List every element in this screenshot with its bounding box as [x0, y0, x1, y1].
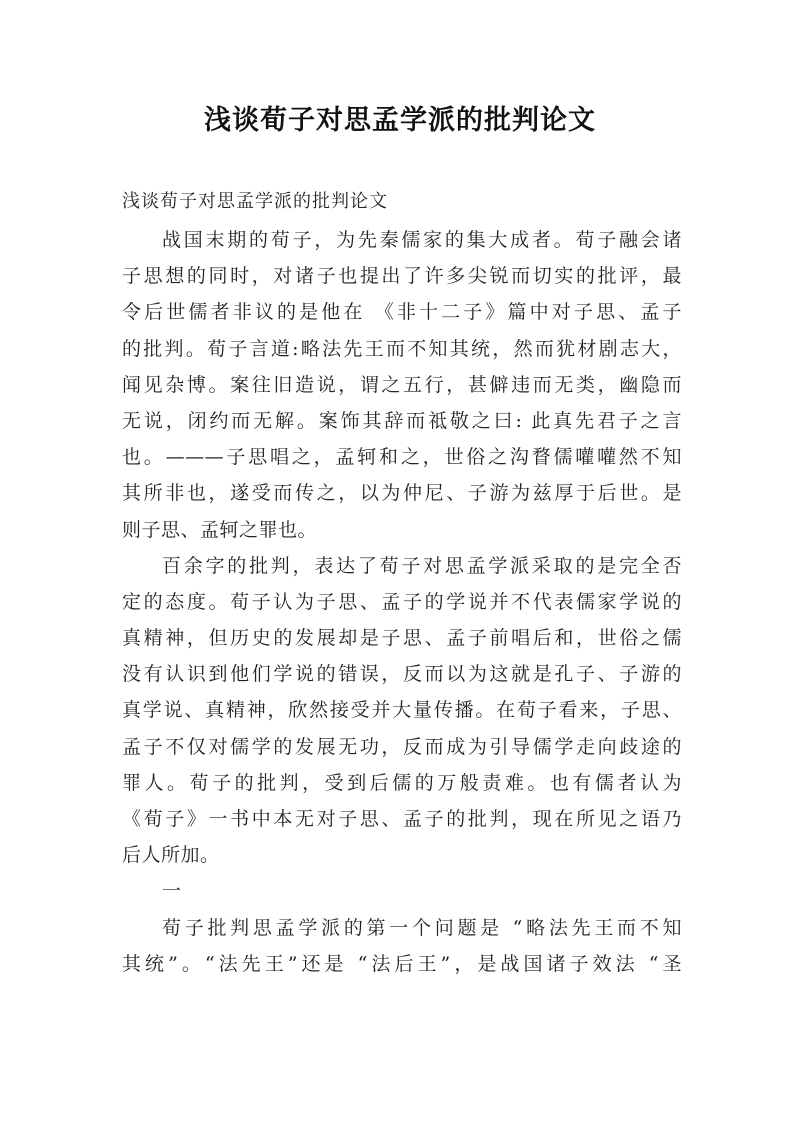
text-line: 《荀子》一书中本无对子思、孟子的批判，现在所见之语乃 [122, 808, 682, 830]
text-line: 的批判。荀子言道:略法先王而不知其统，然而犹材剧志大， [122, 337, 682, 360]
text-line: 战国末期的荀子，为先秦儒家的集大成者。荀子融会诸 [162, 229, 682, 251]
text-line: 孟子不仅对儒学的发展无功，反而成为引导儒学走向歧途的 [122, 735, 682, 758]
text-line: 也。———子思唱之，孟轲和之，世俗之沟瞀儒嚾嚾然不知 [122, 446, 682, 469]
document-body [122, 222, 682, 982]
text-line: 没有认识到他们学说的错误，反而以为这就是孔子、子游的 [122, 663, 682, 686]
text-line: 其统”。“法先王”还是 “法后王”，是战国诸子效法 “圣 [122, 952, 682, 975]
text-line: 则子思、孟轲之罪也。 [122, 518, 318, 541]
text-line: 令后世儒者非议的是他在 《非十二子》篇中对子思、孟子 [122, 301, 682, 324]
text-line: 定的态度。荀子认为子思、孟子的学说并不代表儒家学说的 [122, 590, 682, 613]
text-line: 罪人。荀子的批判，受到后儒的万般责难。也有儒者认为 [122, 771, 682, 794]
document-subtitle: 浅谈荀子对思孟学派的批判论文 [122, 191, 388, 212]
text-line: 无说，闭约而无解。案饰其辞而祗敬之曰: 此真先君子之言 [122, 409, 682, 432]
text-line: 一 [162, 880, 182, 903]
text-line: 后人所加。 [122, 844, 220, 867]
text-line: 闻见杂博。案往旧造说，谓之五行，甚僻违而无类，幽隐而 [122, 373, 682, 396]
text-line: 其所非也，遂受而传之，以为仲尼、子游为兹厚于后世。是 [122, 482, 682, 505]
text-line: 真精神，但历史的发展却是子思、孟子前唱后和，世俗之儒 [122, 627, 682, 650]
text-line: 真学说、真精神，欣然接受并大量传播。在荀子看来，子思、 [122, 699, 682, 722]
text-line: 荀子批判思孟学派的第一个问题是 “略法先王而不知 [162, 916, 682, 939]
page-title: 浅谈荀子对思孟学派的批判论文 [204, 105, 596, 136]
text-line: 子思想的同时，对诸子也提出了许多尖锐而切实的批评，最 [122, 265, 682, 288]
text-line: 百余字的批判，表达了荀子对思孟学派采取的是完全否 [162, 554, 682, 577]
